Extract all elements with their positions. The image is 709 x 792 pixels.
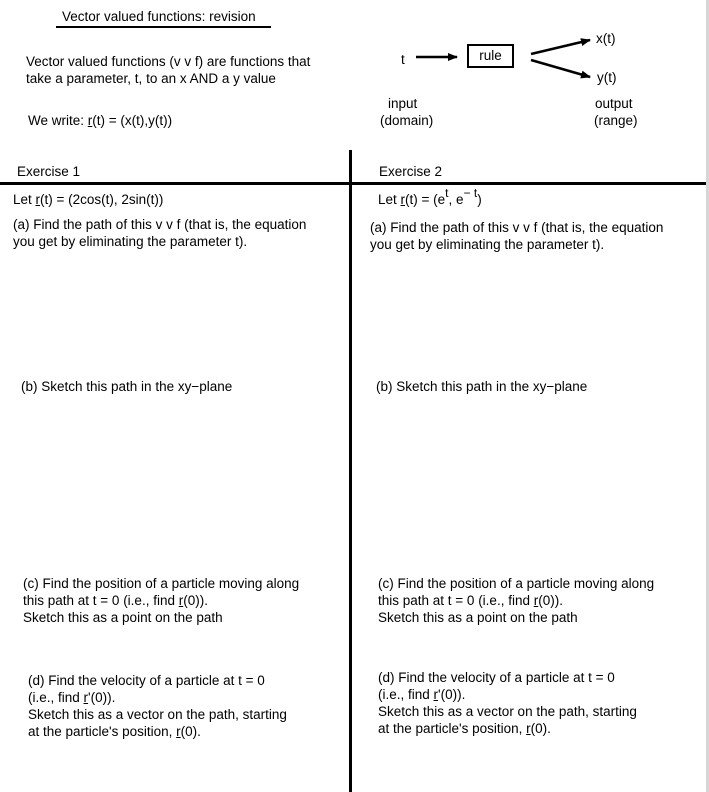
page-title: Vector valued functions: revision [62, 9, 256, 24]
intro-line-2: take a parameter, t, to an x AND a y value [26, 71, 276, 86]
exercise-2-part-d-line-4 [378, 720, 551, 737]
text: at the particle's position, [28, 724, 177, 739]
mapping-arrows [0, 0, 709, 150]
exercise-1-part-d-line-3: Sketch this as a vector on the path, starting [28, 707, 287, 722]
exercise-2-part-c-line-2 [378, 592, 563, 609]
exercise-1-part-b: (b) Sketch this path in the xy−plane [21, 379, 233, 394]
exercise-1-part-d-line-2 [28, 689, 115, 706]
vector-r: r [176, 724, 181, 739]
exercise-2-part-d-line-1: (d) Find the velocity of a particle at t = 0 [378, 670, 615, 685]
text: this path at t = 0 (i.e., find [23, 593, 179, 608]
we-write-rest: (t) = (x(t),y(t)) [92, 113, 173, 128]
output-y-label: y(t) [597, 70, 617, 85]
exercise-2-part-b: (b) Sketch this path in the xy−plane [376, 379, 588, 394]
exercise-1-part-a-line-1: (a) Find the path of this v v f (that is, the equation [13, 217, 307, 232]
exercise-2-heading: Exercise 2 [379, 164, 443, 179]
exercise-1-part-c-line-2 [23, 592, 208, 609]
vertical-divider [349, 150, 352, 792]
output-y-arrow [531, 60, 590, 77]
exercise-1-part-c-line-1: (c) Find the position of a particle moving along [23, 576, 300, 591]
rule-label: rule [479, 48, 502, 63]
function-part: (t) = (e [405, 192, 446, 207]
output-x-arrow [531, 40, 590, 54]
we-write-prefix: We write: [28, 113, 88, 128]
exercise-1-part-d-line-4 [28, 723, 201, 740]
text: (i.e., find [28, 690, 84, 705]
exponent: − t [463, 186, 478, 200]
text: (i.e., find [378, 687, 434, 702]
exercise-2-part-c-line-1: (c) Find the position of a particle moving along [378, 576, 655, 591]
function-definition: (t) = (2cos(t), 2sin(t)) [40, 192, 164, 207]
output-sublabel: (range) [594, 113, 638, 128]
output-x-label: x(t) [596, 31, 616, 46]
text: this path at t = 0 (i.e., find [378, 593, 534, 608]
let-prefix: Let [378, 192, 401, 207]
vector-r: r [433, 687, 439, 702]
exercise-1-part-c-line-3: Sketch this as a point on the path [23, 610, 223, 625]
vector-r: r [35, 192, 41, 207]
vector-r: r [83, 690, 89, 705]
vector-r: r [533, 593, 539, 608]
text: (0)). [538, 593, 563, 608]
text: '(0)). [438, 687, 466, 702]
exercise-2-part-d-line-3: Sketch this as a vector on the path, starting [378, 704, 637, 719]
exercise-1-part-d-line-1: (d) Find the velocity of a particle at t = 0 [28, 673, 265, 688]
exercise-2-part-a-line-1: (a) Find the path of this v v f (that is, the equation [370, 220, 664, 235]
output-label: output [595, 96, 633, 111]
let-prefix: Let [13, 192, 36, 207]
exercise-2-part-d-line-2 [378, 686, 465, 703]
exercise-2-function [378, 186, 482, 209]
function-part: ) [477, 192, 482, 207]
text: (0). [180, 724, 201, 739]
text: at the particle's position, [378, 721, 527, 736]
vector-r: r [526, 721, 531, 736]
input-symbol: t [401, 52, 405, 67]
input-sublabel: (domain) [380, 113, 434, 128]
intro-line-1: Vector valued functions (v v f) are functions that [26, 54, 311, 69]
text: '(0)). [88, 690, 116, 705]
exercise-1-heading: Exercise 1 [17, 164, 81, 179]
exercise-1-function [13, 191, 163, 208]
exercise-2-part-c-line-3: Sketch this as a point on the path [378, 610, 578, 625]
vector-r: r [178, 593, 184, 608]
vector-r: r [400, 192, 406, 207]
text: (0)). [183, 593, 208, 608]
exercise-1-part-a-line-2: you get by eliminating the parameter t). [13, 234, 248, 249]
vector-r: r [87, 113, 93, 128]
text: (0). [530, 721, 551, 736]
exercise-2-part-a-line-2: you get by eliminating the parameter t). [370, 237, 605, 252]
exponent: t [445, 186, 449, 200]
function-part: , e [448, 192, 464, 207]
input-label: input [388, 96, 418, 111]
horizontal-divider [0, 182, 706, 185]
